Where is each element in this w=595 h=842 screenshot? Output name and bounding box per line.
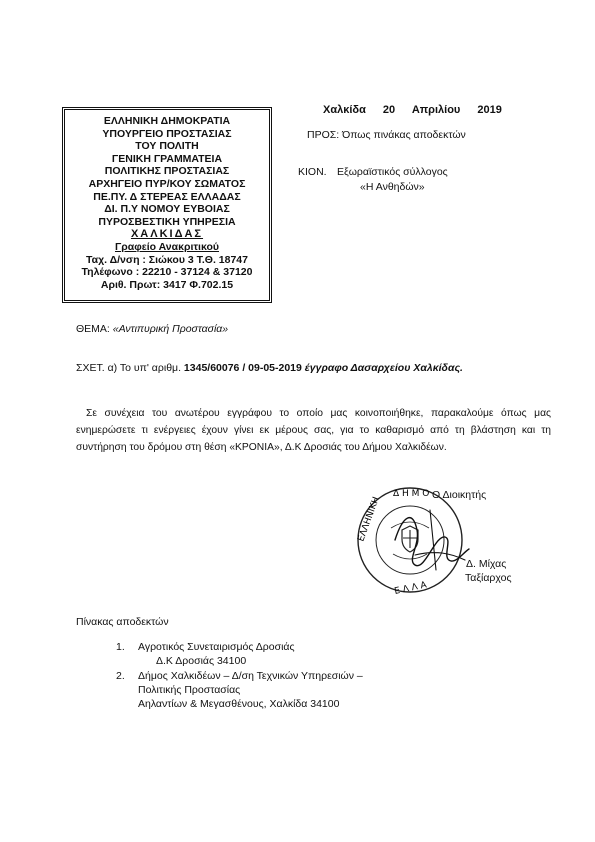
- letterhead-line: ΠΥΡΟΣΒΕΣΤΙΚΗ ΥΠΗΡΕΣΙΑ: [98, 215, 236, 228]
- date-day: 20: [382, 104, 396, 116]
- recipient-number: 1.: [116, 641, 125, 653]
- subject-text: «Αντιπυρική Προστασία»: [112, 323, 229, 335]
- recipient-line: Αηλαντίων & Μεγασθένους, Χαλκίδα 34100: [138, 698, 340, 710]
- signatory-rank: Ταξίαρχος: [465, 572, 512, 584]
- letterhead-line: ΕΛΛΗΝΙΚΗ ΔΗΜΟΚΡΑΤΙΑ: [103, 115, 231, 127]
- reference-label: ΣΧΕΤ. α) Το υπ' αριθμ.: [76, 362, 181, 374]
- letterhead-phone: Τηλέφωνο : 22210 - 37124 & 37120: [81, 266, 253, 279]
- svg-text:ΕΛΛΗΝΙΚΗ: ΕΛΛΗΝΙΚΗ: [356, 495, 382, 544]
- reference-document: έγγραφο Δασαρχείου Χαλκίδας.: [304, 362, 463, 374]
- to-line: ΠΡΟΣ: Όπως πινάκας αποδεκτών: [307, 129, 466, 141]
- reference-number: 1345/60076 / 09-05-2019: [183, 362, 302, 374]
- recipient-line: Δ.Κ Δροσιάς 34100: [156, 655, 247, 667]
- subject-line: [76, 323, 228, 335]
- place-date: [323, 104, 516, 116]
- letterhead-line: ΓΕΝΙΚΗ ΓΡΑΜΜΑΤΕΙΑ: [111, 152, 223, 165]
- letterhead-line: ΑΡΧΗΓΕΙΟ ΠΥΡ/ΚΟΥ ΣΩΜΑΤΟΣ: [88, 177, 246, 190]
- date-month: Απριλίου: [411, 104, 461, 116]
- letterhead-line: ΤΟΥ ΠΟΛΙΤΗ: [135, 140, 199, 153]
- recipient-line: Πολιτικής Προστασίας: [138, 684, 241, 696]
- letterhead-box: [62, 107, 272, 303]
- letterhead-address: Ταχ. Δ/νση : Σιώκου 3 Τ.Θ. 18747: [86, 253, 248, 266]
- signatory-title: Ο Διοικητής: [432, 489, 487, 501]
- reference-line: [76, 362, 463, 374]
- body-paragraph: Σε συνέχεια του ανωτέρου εγγράφου το οποίο μας κοινοποιήθηκε, παρακαλούμε όπως μας ενημερώσετε τι ενέργειες έχουν γίνει εκ μέρους σας, για το καθαρισμό από τη βλάστηση και τη συντήρηση του δρόμου στη θέση «ΚΡΟΝΙΑ», Δ.Κ Δροσιάς του Δήμου Χαλκιδέων.: [76, 408, 551, 453]
- letterhead-office: Γραφείο Ανακριτικού: [114, 240, 219, 253]
- kion-label: ΚΙΟΝ.: [298, 166, 327, 178]
- letterhead-protocol: Αριθ. Πρωτ: 3417 Φ.702.15: [100, 278, 234, 291]
- recipient-number: 2.: [116, 670, 125, 682]
- kion-line-1: Εξωραϊστικός σύλλογος: [337, 166, 448, 178]
- letterhead-city: ΧΑΛΚΙΔΑΣ: [130, 228, 204, 241]
- subject-label: ΘΕΜΑ:: [76, 323, 110, 335]
- place: Χαλκίδα: [323, 104, 366, 116]
- signatory-name: Δ. Μίχας: [466, 558, 507, 570]
- date-year: 2019: [477, 104, 502, 116]
- letterhead-line: ΔΙ. Π.Υ ΝΟΜΟΥ ΕΥΒΟΙΑΣ: [104, 203, 230, 216]
- svg-text:Δ Η Μ Ο: Δ Η Μ Ο: [393, 489, 430, 499]
- handwritten-signature: [385, 500, 475, 580]
- recipient-line: Αγροτικός Συνεταιρισμός Δροσιάς: [138, 641, 295, 653]
- kion-line-2: «Η Ανθηδών»: [360, 181, 425, 193]
- letterhead-line: ΥΠΟΥΡΓΕΙΟ ΠΡΟΣΤΑΣΙΑΣ: [102, 127, 232, 140]
- letterhead-line: ΠΕ.ΠΥ. Δ ΣΤΕΡΕΑΣ ΕΛΛΑΔΑΣ: [93, 190, 241, 203]
- recipients-title: Πίνακας αποδεκτών: [76, 616, 169, 628]
- recipient-line: Δήμος Χαλκιδέων – Δ/ση Τεχνικών Υπηρεσιών –: [138, 670, 363, 682]
- svg-text:Ε Λ Λ Α: Ε Λ Λ Α: [393, 580, 428, 597]
- letterhead-line: ΠΟΛΙΤΙΚΗΣ ΠΡΟΣΤΑΣΙΑΣ: [104, 165, 230, 178]
